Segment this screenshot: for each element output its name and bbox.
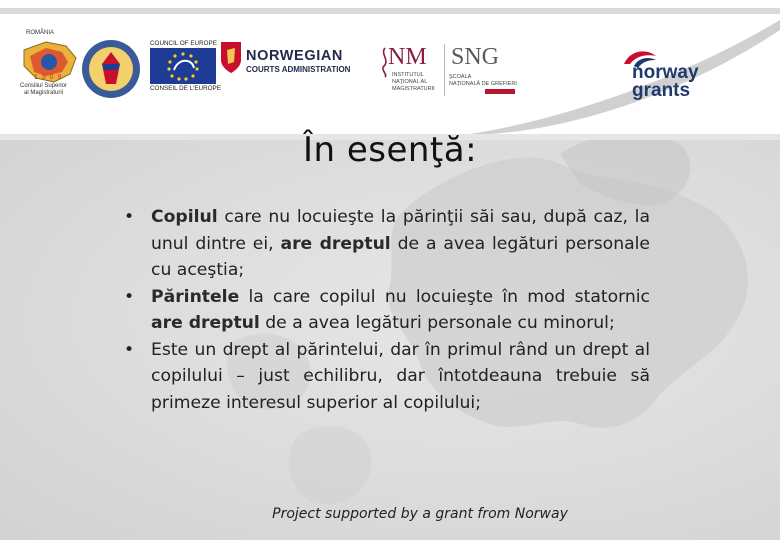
bullet-1-text-end: de a avea legături personale cu aceştia; (151, 233, 650, 280)
grants-text: grants (632, 80, 691, 101)
bullet-1-text: care nu locuieşte la părinţii săi sau, după caz, la unul dintre ei, (151, 207, 650, 254)
inm-mark: NM (388, 44, 427, 70)
norway-text: norway (632, 62, 699, 83)
csm-name-line2: al Magistraturii (24, 90, 64, 96)
seal-icon (80, 38, 142, 100)
coe-bottom-text: CONSEIL DE L'EUROPE (150, 85, 221, 92)
courts-administration-text: COURTS ADMINISTRATION (246, 65, 351, 74)
inm-line1: INSTITUTUL (392, 72, 424, 78)
bullet-1-subject: Copilul (151, 207, 218, 227)
coe-top-text: COUNCIL OF EUROPE (150, 40, 217, 47)
bullet-1-emphasis: are dreptul (280, 233, 391, 254)
bullet-2-text-end: de a avea legături personale cu minorul; (259, 313, 615, 333)
bullet-2-text: la care copilul nu locuieşte în mod statornic (239, 286, 650, 307)
eu-stars-icon (150, 48, 216, 84)
lion-shield-icon (220, 40, 242, 74)
sng-red-bar (485, 89, 515, 94)
sng-mark: SNG (451, 44, 500, 70)
csm-name-line1: Consiliul Superior (20, 83, 68, 89)
bullet-3-text: Este un drept al părintelui, dar în primul rând un drept al copilului – just echilibru, dar întotdeauna trebuie să primeze interesul superior al copilului; (151, 339, 650, 413)
bullet-list (122, 204, 650, 416)
bullet-item-1 (122, 204, 650, 284)
sng-line2: NAŢIONALĂ DE GREFIERI (449, 81, 517, 87)
sng-line1: ŞCOALA (449, 74, 472, 80)
slide-title: În esenţă: (302, 130, 478, 170)
csm-top-text: ROMÂNIA (26, 30, 55, 36)
council-of-europe-logo (150, 40, 220, 92)
bullet-2-subject: Părintele (151, 286, 240, 307)
norwegian-courts-logo (220, 40, 370, 88)
csm-year: 1 9 0 9 (34, 74, 63, 81)
footer-note: Project supported by a grant from Norway (272, 506, 568, 522)
bullet-item-3 (122, 337, 650, 417)
bullet-item-2 (122, 284, 650, 337)
csm-logo (16, 30, 82, 96)
bullet-2-emphasis: are dreptul (151, 313, 260, 333)
sng-logo (444, 44, 525, 96)
norwegian-text: NORWEGIAN (246, 48, 343, 64)
inm-line2: NAŢIONAL AL (392, 79, 428, 85)
norway-grants-logo (622, 40, 722, 104)
inm-logo (374, 44, 444, 96)
ministry-seal-logo (80, 38, 142, 100)
inm-line3: MAGISTRATURII (392, 86, 435, 92)
